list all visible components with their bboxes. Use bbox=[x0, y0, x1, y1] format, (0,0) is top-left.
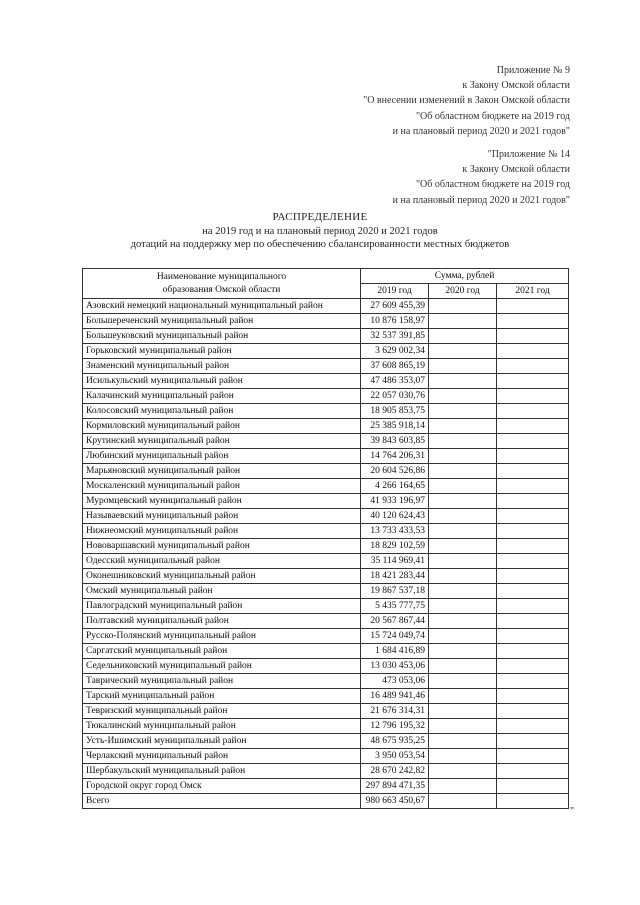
municipality-cell: Любинский муниципальный район bbox=[83, 449, 361, 464]
header-municipality-line1: Наименование муниципального bbox=[156, 271, 287, 282]
municipality-cell: Крутинский муниципальный район bbox=[83, 434, 361, 449]
municipality-cell: Черлакский муниципальный район bbox=[83, 749, 361, 764]
table-row bbox=[83, 554, 569, 569]
table-row bbox=[83, 704, 569, 719]
table-row bbox=[83, 479, 569, 494]
appendix-9-line4: "Об областном бюджете на 2019 год bbox=[415, 110, 570, 122]
header-year-2019: 2019 год bbox=[361, 284, 429, 299]
sum-2020-cell bbox=[429, 314, 497, 329]
table-row bbox=[83, 389, 569, 404]
title-period: на 2019 год и на плановый период 2020 и 2021 годов bbox=[202, 225, 438, 237]
sum-2019-cell: 3 629 002,34 bbox=[361, 344, 429, 359]
table-row bbox=[83, 794, 569, 809]
sum-2019-cell: 4 266 164,65 bbox=[361, 479, 429, 494]
sum-2020-cell bbox=[429, 689, 497, 704]
header-municipality-line2: образования Омской области bbox=[162, 284, 281, 295]
table-row bbox=[83, 689, 569, 704]
title-subject: дотаций на поддержку мер по обеспечению сбалансированности местных бюджетов bbox=[130, 239, 510, 250]
table-row bbox=[83, 629, 569, 644]
sum-2019-cell: 473 053,06 bbox=[361, 674, 429, 689]
municipality-cell: Усть-Ишимский муниципальный район bbox=[83, 734, 361, 749]
sum-2020-cell bbox=[429, 449, 497, 464]
table-row bbox=[83, 404, 569, 419]
sum-2020-cell bbox=[429, 299, 497, 314]
sum-2021-cell bbox=[497, 629, 569, 644]
sum-2021-cell bbox=[497, 584, 569, 599]
table-row bbox=[83, 464, 569, 479]
municipality-cell: Саргатский муниципальный район bbox=[83, 644, 361, 659]
sum-2019-cell: 28 670 242,82 bbox=[361, 764, 429, 779]
sum-2019-cell: 35 114 969,41 bbox=[361, 554, 429, 569]
municipality-cell: Оконешниковский муниципальный район bbox=[83, 569, 361, 584]
appendix-14-header bbox=[393, 147, 570, 208]
municipality-cell: Тюкалинский муниципальный район bbox=[83, 719, 361, 734]
sum-2021-cell bbox=[497, 689, 569, 704]
document-title bbox=[0, 211, 640, 252]
sum-2020-cell bbox=[429, 344, 497, 359]
sum-2019-cell: 40 120 624,43 bbox=[361, 509, 429, 524]
sum-2021-cell bbox=[497, 404, 569, 419]
sum-2021-cell bbox=[497, 794, 569, 809]
sum-2021-cell bbox=[497, 614, 569, 629]
municipality-cell: Азовский немецкий национальный муниципальный район bbox=[83, 299, 361, 314]
appendix-9-line5: и на плановый период 2020 и 2021 годов" bbox=[392, 125, 570, 137]
sum-2020-cell bbox=[429, 554, 497, 569]
municipality-cell: Марьяновский муниципальный район bbox=[83, 464, 361, 479]
sum-2019-cell: 22 057 030,76 bbox=[361, 389, 429, 404]
sum-2020-cell bbox=[429, 629, 497, 644]
sum-2019-cell: 1 684 416,89 bbox=[361, 644, 429, 659]
sum-2021-cell bbox=[497, 659, 569, 674]
municipality-cell: Всего bbox=[83, 794, 361, 809]
sum-2021-cell bbox=[497, 479, 569, 494]
sum-2019-cell: 27 609 455,39 bbox=[361, 299, 429, 314]
sum-2019-cell: 13 030 453,06 bbox=[361, 659, 429, 674]
sum-2019-cell: 39 843 603,85 bbox=[361, 434, 429, 449]
appendix-9-line1: Приложение № 9 bbox=[496, 65, 570, 76]
appendix-14-line3: "Об областном бюджете на 2019 год bbox=[415, 179, 570, 191]
sum-2020-cell bbox=[429, 374, 497, 389]
table-row bbox=[83, 719, 569, 734]
sum-2021-cell bbox=[497, 644, 569, 659]
sum-2020-cell bbox=[429, 359, 497, 374]
sum-2021-cell bbox=[497, 764, 569, 779]
sum-2019-cell: 3 950 053,54 bbox=[361, 749, 429, 764]
sum-2020-cell bbox=[429, 584, 497, 599]
sum-2020-cell bbox=[429, 794, 497, 809]
sum-2020-cell bbox=[429, 434, 497, 449]
table-row bbox=[83, 734, 569, 749]
sum-2019-cell: 19 867 537,18 bbox=[361, 584, 429, 599]
sum-2020-cell bbox=[429, 329, 497, 344]
sum-2019-cell: 25 385 918,14 bbox=[361, 419, 429, 434]
municipality-cell: Москаленский муниципальный район bbox=[83, 479, 361, 494]
appendix-14-line4: и на плановый период 2020 и 2021 годов" bbox=[392, 194, 570, 206]
municipality-cell: Нововаршавский муниципальный район bbox=[83, 539, 361, 554]
sum-2019-cell: 13 733 433,53 bbox=[361, 524, 429, 539]
sum-2019-cell: 20 567 867,44 bbox=[361, 614, 429, 629]
sum-2019-cell: 16 489 941,46 bbox=[361, 689, 429, 704]
sum-2019-cell: 32 537 391,85 bbox=[361, 329, 429, 344]
sum-2021-cell bbox=[497, 389, 569, 404]
appendix-9-line3: "О внесении изменений в Закон Омской области bbox=[363, 95, 570, 107]
table-row bbox=[83, 329, 569, 344]
sum-2019-cell: 41 933 196,97 bbox=[361, 494, 429, 509]
sum-2020-cell bbox=[429, 674, 497, 689]
sum-2021-cell bbox=[497, 734, 569, 749]
sum-2021-cell bbox=[497, 599, 569, 614]
table-row bbox=[83, 434, 569, 449]
municipality-cell: Муромцевский муниципальный район bbox=[83, 494, 361, 509]
table-row bbox=[83, 779, 569, 794]
table-row bbox=[83, 344, 569, 359]
sum-2021-cell bbox=[497, 569, 569, 584]
appendix-9-header bbox=[363, 63, 570, 139]
sum-2020-cell bbox=[429, 539, 497, 554]
sum-2019-cell: 37 608 865,19 bbox=[361, 359, 429, 374]
sum-2021-cell bbox=[497, 299, 569, 314]
sum-2021-cell bbox=[497, 509, 569, 524]
table-row bbox=[83, 659, 569, 674]
table-body bbox=[83, 299, 569, 809]
sum-2019-cell: 47 486 353,07 bbox=[361, 374, 429, 389]
sum-2020-cell bbox=[429, 509, 497, 524]
table-row bbox=[83, 299, 569, 314]
sum-2019-cell: 15 724 049,74 bbox=[361, 629, 429, 644]
sum-2020-cell bbox=[429, 704, 497, 719]
table-row bbox=[83, 509, 569, 524]
municipality-cell: Называевский муниципальный район bbox=[83, 509, 361, 524]
municipality-cell: Большеуковский муниципальный район bbox=[83, 329, 361, 344]
sum-2019-cell: 18 421 283,44 bbox=[361, 569, 429, 584]
sum-2021-cell bbox=[497, 419, 569, 434]
sum-2021-cell bbox=[497, 524, 569, 539]
header-sum: Сумма, рублей bbox=[361, 269, 569, 284]
appendix-14-line1: "Приложение № 14 bbox=[487, 149, 570, 160]
sum-2020-cell bbox=[429, 464, 497, 479]
sum-2021-cell bbox=[497, 494, 569, 509]
sum-2020-cell bbox=[429, 599, 497, 614]
sum-2020-cell bbox=[429, 644, 497, 659]
sum-2021-cell bbox=[497, 359, 569, 374]
sum-2020-cell bbox=[429, 659, 497, 674]
table-row bbox=[83, 599, 569, 614]
municipality-cell: Тарский муниципальный район bbox=[83, 689, 361, 704]
sum-2020-cell bbox=[429, 734, 497, 749]
sum-2021-cell bbox=[497, 329, 569, 344]
sum-2020-cell bbox=[429, 524, 497, 539]
municipality-cell: Городской округ город Омск bbox=[83, 779, 361, 794]
municipality-cell: Таврический муниципальный район bbox=[83, 674, 361, 689]
municipality-cell: Русско-Полянский муниципальный район bbox=[83, 629, 361, 644]
sum-2019-cell: 980 663 450,67 bbox=[361, 794, 429, 809]
municipality-cell: Исилькульский муниципальный район bbox=[83, 374, 361, 389]
municipality-cell: Шербакульский муниципальный район bbox=[83, 764, 361, 779]
sum-2020-cell bbox=[429, 749, 497, 764]
table-row bbox=[83, 749, 569, 764]
municipality-cell: Колосовский муниципальный район bbox=[83, 404, 361, 419]
sum-2020-cell bbox=[429, 614, 497, 629]
distribution-table bbox=[82, 268, 569, 809]
sum-2020-cell bbox=[429, 779, 497, 794]
municipality-cell: Одесский муниципальный район bbox=[83, 554, 361, 569]
sum-2019-cell: 10 876 158,97 bbox=[361, 314, 429, 329]
sum-2021-cell bbox=[497, 449, 569, 464]
table-row bbox=[83, 374, 569, 389]
sum-2020-cell bbox=[429, 479, 497, 494]
sum-2021-cell bbox=[497, 464, 569, 479]
sum-2020-cell bbox=[429, 389, 497, 404]
appendix-14-line2: к Закону Омской области bbox=[462, 164, 570, 176]
sum-2021-cell bbox=[497, 719, 569, 734]
table-row bbox=[83, 494, 569, 509]
sum-2020-cell bbox=[429, 419, 497, 434]
municipality-cell: Полтавский муниципальный район bbox=[83, 614, 361, 629]
table-row bbox=[83, 419, 569, 434]
sum-2019-cell: 5 435 777,75 bbox=[361, 599, 429, 614]
sum-2020-cell bbox=[429, 569, 497, 584]
sum-2021-cell bbox=[497, 554, 569, 569]
sum-2019-cell: 20 604 526,86 bbox=[361, 464, 429, 479]
table-row bbox=[83, 539, 569, 554]
table-row bbox=[83, 674, 569, 689]
table-row bbox=[83, 614, 569, 629]
sum-2021-cell bbox=[497, 314, 569, 329]
table-row bbox=[83, 569, 569, 584]
municipality-cell: Нижнеомский муниципальный район bbox=[83, 524, 361, 539]
municipality-cell: Седельниковский муниципальный район bbox=[83, 659, 361, 674]
sum-2020-cell bbox=[429, 494, 497, 509]
municipality-cell: Павлоградский муниципальный район bbox=[83, 599, 361, 614]
sum-2021-cell bbox=[497, 674, 569, 689]
municipality-cell: Омский муниципальный район bbox=[83, 584, 361, 599]
table-row bbox=[83, 449, 569, 464]
sum-2020-cell bbox=[429, 719, 497, 734]
sum-2019-cell: 18 829 102,59 bbox=[361, 539, 429, 554]
sum-2021-cell bbox=[497, 434, 569, 449]
appendix-9-line2: к Закону Омской области bbox=[462, 80, 570, 92]
sum-2019-cell: 21 676 314,31 bbox=[361, 704, 429, 719]
header-year-2021: 2021 год bbox=[497, 284, 569, 299]
closing-quote: " bbox=[570, 806, 575, 817]
sum-2019-cell: 14 764 206,31 bbox=[361, 449, 429, 464]
sum-2019-cell: 12 796 195,32 bbox=[361, 719, 429, 734]
header-municipality bbox=[83, 269, 361, 299]
sum-2021-cell bbox=[497, 344, 569, 359]
sum-2019-cell: 18 905 853,75 bbox=[361, 404, 429, 419]
header-year-2020: 2020 год bbox=[429, 284, 497, 299]
sum-2021-cell bbox=[497, 539, 569, 554]
municipality-cell: Большереченский муниципальный район bbox=[83, 314, 361, 329]
sum-2021-cell bbox=[497, 779, 569, 794]
municipality-cell: Кормиловский муниципальный район bbox=[83, 419, 361, 434]
table-row bbox=[83, 359, 569, 374]
sum-2019-cell: 48 675 935,25 bbox=[361, 734, 429, 749]
title-main: РАСПРЕДЕЛЕНИЕ bbox=[272, 211, 368, 223]
table-row bbox=[83, 314, 569, 329]
sum-2020-cell bbox=[429, 404, 497, 419]
sum-2021-cell bbox=[497, 374, 569, 389]
sum-2020-cell bbox=[429, 764, 497, 779]
sum-2021-cell bbox=[497, 704, 569, 719]
sum-2021-cell bbox=[497, 749, 569, 764]
municipality-cell: Знаменский муниципальный район bbox=[83, 359, 361, 374]
table-row bbox=[83, 584, 569, 599]
municipality-cell: Калачинский муниципальный район bbox=[83, 389, 361, 404]
municipality-cell: Горьковский муниципальный район bbox=[83, 344, 361, 359]
table-row bbox=[83, 764, 569, 779]
table-row bbox=[83, 644, 569, 659]
municipality-cell: Тевризский муниципальный район bbox=[83, 704, 361, 719]
sum-2019-cell: 297 894 471,35 bbox=[361, 779, 429, 794]
table-row bbox=[83, 524, 569, 539]
